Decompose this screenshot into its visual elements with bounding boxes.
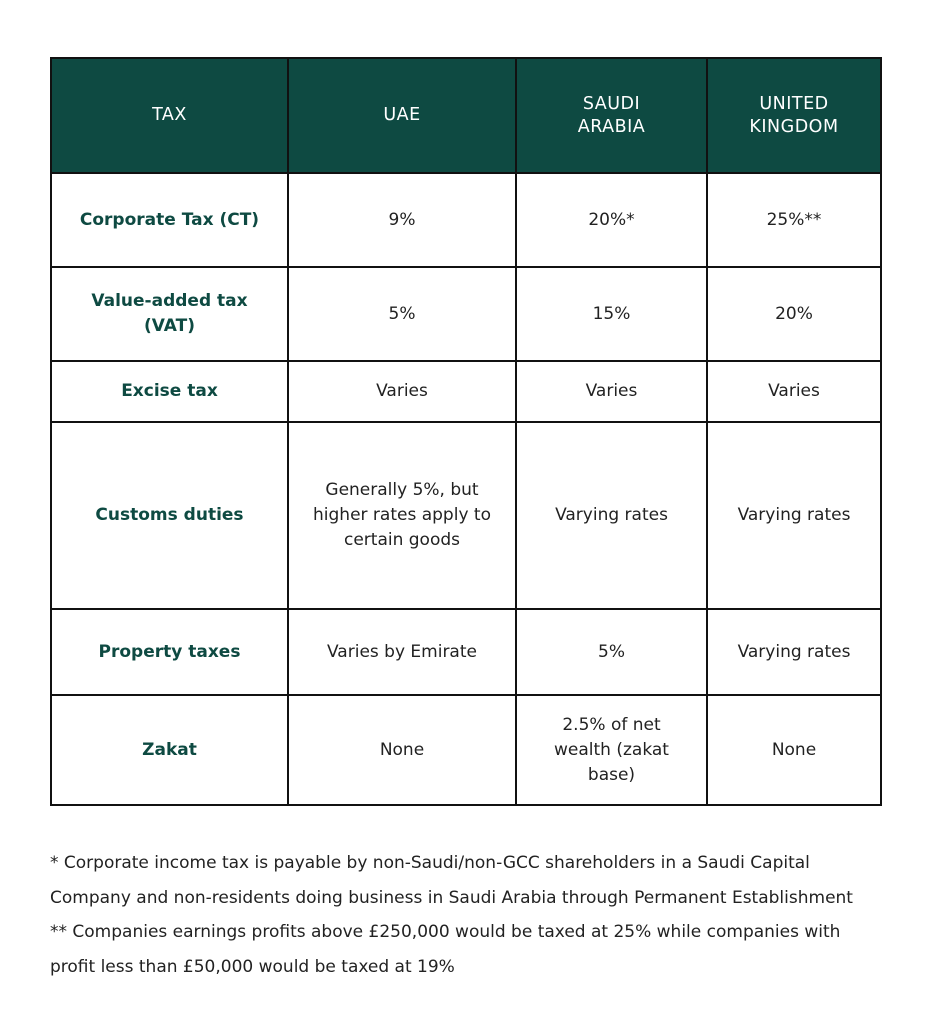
header-tax: TAX (51, 58, 288, 173)
cell-saudi: 20%* (516, 173, 707, 267)
header-united-kingdom: UNITED KINGDOM (707, 58, 881, 173)
cell-uae: Generally 5%, but higher rates apply to certain goods (288, 422, 516, 609)
header-row (51, 58, 881, 173)
cell-uae: 9% (288, 173, 516, 267)
cell-uk: None (707, 695, 881, 805)
cell-saudi: 2.5% of net wealth (zakat base) (516, 695, 707, 805)
header-uae: UAE (288, 58, 516, 173)
row-label-customs-duties: Customs duties (51, 422, 288, 609)
cell-uk: Varying rates (707, 422, 881, 609)
row-label-corporate-tax: Corporate Tax (CT) (51, 173, 288, 267)
footnote-uk-tax: ** Companies earnings profits above £250,000 would be taxed at 25% while companies with profit less than £50,000 would be taxed at 19% (50, 922, 841, 977)
row-label-property-taxes: Property taxes (51, 609, 288, 695)
row-label-vat: Value-added tax (VAT) (51, 267, 288, 361)
header-saudi-arabia: SAUDI ARABIA (516, 58, 707, 173)
cell-saudi: 5% (516, 609, 707, 695)
table-row (51, 609, 881, 695)
cell-uae: 5% (288, 267, 516, 361)
cell-uk: 20% (707, 267, 881, 361)
table-row (51, 422, 881, 609)
tax-comparison-table (50, 57, 882, 806)
cell-uae: Varies by Emirate (288, 609, 516, 695)
table-row (51, 173, 881, 267)
table-row (51, 267, 881, 361)
cell-saudi: Varying rates (516, 422, 707, 609)
row-label-excise-tax: Excise tax (51, 361, 288, 422)
cell-saudi: Varies (516, 361, 707, 422)
cell-saudi: 15% (516, 267, 707, 361)
cell-uk: 25%** (707, 173, 881, 267)
footnote-corporate-tax: * Corporate income tax is payable by non-Saudi/non-GCC shareholders in a Saudi Capital Company and non-residents doing business in Saudi Arabia through Permanent Establishment (50, 853, 853, 908)
footnotes (50, 846, 880, 984)
cell-uk: Varying rates (707, 609, 881, 695)
row-label-zakat: Zakat (51, 695, 288, 805)
table-header (51, 58, 881, 173)
cell-uk: Varies (707, 361, 881, 422)
cell-uae: None (288, 695, 516, 805)
table-row (51, 361, 881, 422)
table-row (51, 695, 881, 805)
table-body (51, 173, 881, 805)
cell-uae: Varies (288, 361, 516, 422)
